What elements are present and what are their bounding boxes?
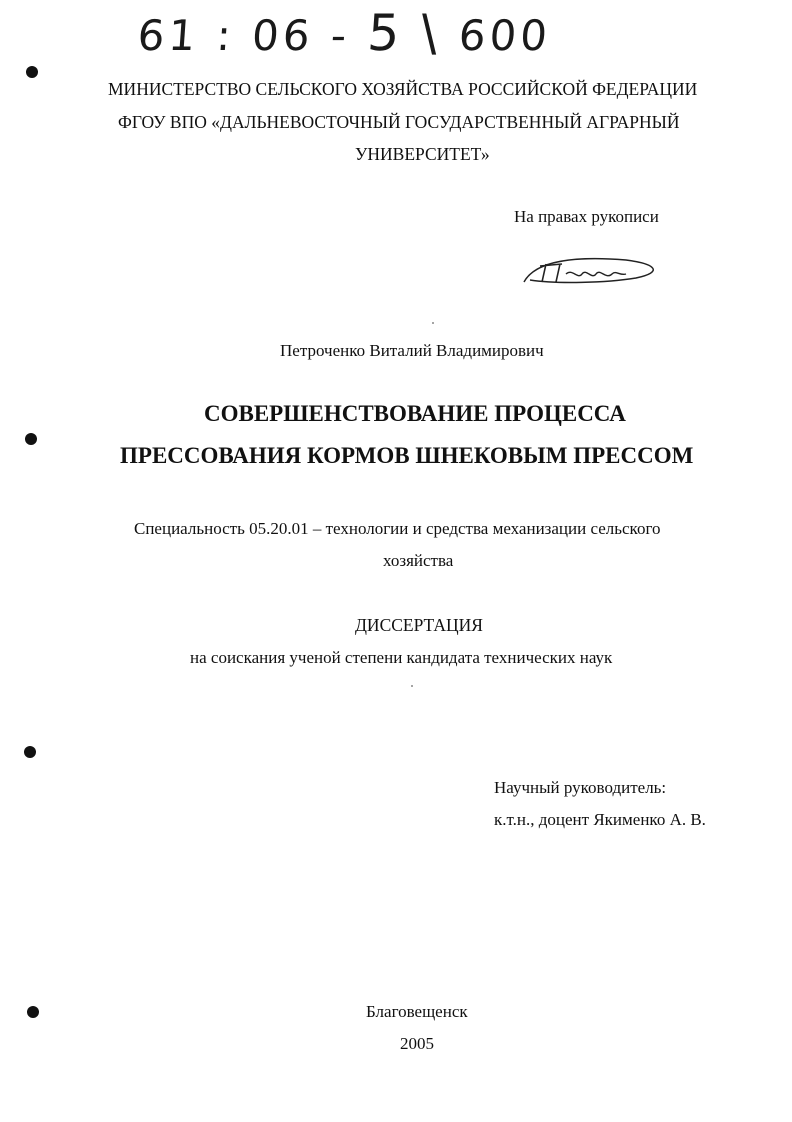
hw-part: : <box>214 11 237 60</box>
hw-part: \ <box>418 4 444 62</box>
specialty-line-1: Специальность 05.20.01 – технологии и средства механизации сельского <box>134 519 661 538</box>
degree-line: на соискания ученой степени кандидата технических наук <box>190 648 613 667</box>
signature-icon <box>516 250 666 292</box>
ministry-line-2: ФГОУ ВПО «ДАЛЬНЕВОСТОЧНЫЙ ГОСУДАРСТВЕННЫЙ АГРАРНЫЙ <box>118 112 680 132</box>
title-line-1: СОВЕРШЕНСТВОВАНИЕ ПРОЦЕССА <box>204 401 626 426</box>
signature-text: Петр <box>516 250 519 251</box>
scan-bullet-icon <box>24 746 36 758</box>
scan-speck <box>432 322 434 324</box>
manuscript-rights: На правах рукописи <box>514 207 659 226</box>
supervisor-name: к.т.н., доцент Якименко А. В. <box>494 810 706 829</box>
author-name: Петроченко Виталий Владимирович <box>280 341 544 360</box>
dissertation-heading: ДИССЕРТАЦИЯ <box>355 615 483 635</box>
hw-part: 06 <box>250 11 316 60</box>
hw-part: 61 <box>136 11 201 60</box>
title-line-2: ПРЕССОВАНИЯ КОРМОВ ШНЕКОВЫМ ПРЕССОМ <box>120 443 694 468</box>
specialty-line-2: хозяйства <box>383 551 454 570</box>
scan-speck <box>411 685 413 687</box>
supervisor-label: Научный руководитель: <box>494 778 667 797</box>
ministry-line-1: МИНИСТЕРСТВО СЕЛЬСКОГО ХОЗЯЙСТВА РОССИЙСКОЙ ФЕДЕРАЦИИ <box>108 79 698 99</box>
handwritten-archive-code <box>136 4 553 62</box>
hw-part: 600 <box>457 11 553 60</box>
hw-part: - <box>329 11 352 60</box>
ministry-line-3: УНИВЕРСИТЕТ» <box>355 144 490 164</box>
scan-bullet-icon <box>27 1006 39 1018</box>
hw-part: 5 <box>365 4 406 62</box>
scan-bullet-icon <box>25 433 37 445</box>
city: Благовещенск <box>366 1002 468 1021</box>
scan-bullet-icon <box>26 66 38 78</box>
year: 2005 <box>400 1034 434 1053</box>
